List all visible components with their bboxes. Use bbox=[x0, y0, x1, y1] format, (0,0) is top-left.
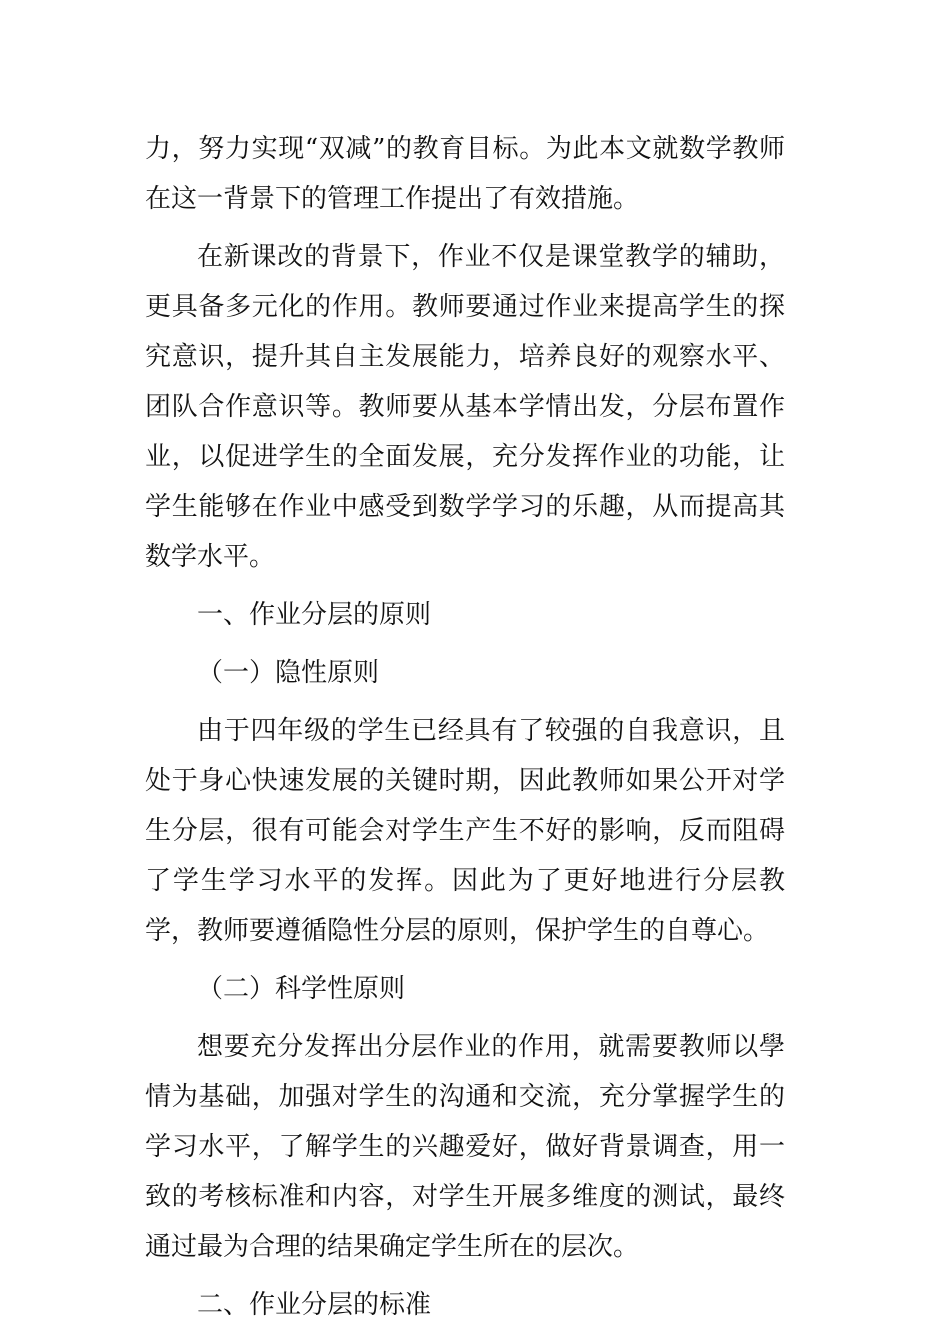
document-body bbox=[145, 124, 785, 1330]
subsection-heading-2: （二）科学性原则 bbox=[197, 974, 406, 1004]
paragraph-implicit-principle: 由于四年级的学生已经具有了较强的自我意识，且处于身心快速发展的关键时期，因此教师如果公开对学生分层，很有可能会对学生产生不好的影响，反而阻碍了学生学习水平的发挥。因此为了更好地进行分层教学，教师要遵循隐性分层的原则，保护学生的自尊心。 bbox=[145, 716, 785, 946]
section-heading-1: 一、作业分层的原则 bbox=[197, 600, 432, 630]
paragraph-scientific-principle: 想要充分发挥出分层作业的作用，就需要教师以學情为基础，加强对学生的沟通和交流，充分掌握学生的学习水平，了解学生的兴趣爱好，做好背景调查，用一致的考核标准和内容，对学生开展多维度的测试，最终通过最为合理的结果确定学生所在的层次。 bbox=[145, 1032, 785, 1262]
paragraph-continuation: 力，努力实现“双减”的教育目标。为此本文就数学教师在这一背景下的管理工作提出了有效措施。 bbox=[145, 134, 785, 214]
section-heading-2: 二、作业分层的标准 bbox=[197, 1290, 432, 1320]
paragraph-intro: 在新课改的背景下，作业不仅是课堂教学的辅助，更具备多元化的作用。教师要通过作业来提高学生的探究意识，提升其自主发展能力，培养良好的观察水平、团队合作意识等。教师要从基本学情出发，分层布置作业，以促进学生的全面发展，充分发挥作业的功能，让学生能够在作业中感受到数学学习的乐趣，从而提高其数学水平。 bbox=[145, 242, 785, 572]
subsection-heading-1: （一）隐性原则 bbox=[197, 658, 380, 688]
